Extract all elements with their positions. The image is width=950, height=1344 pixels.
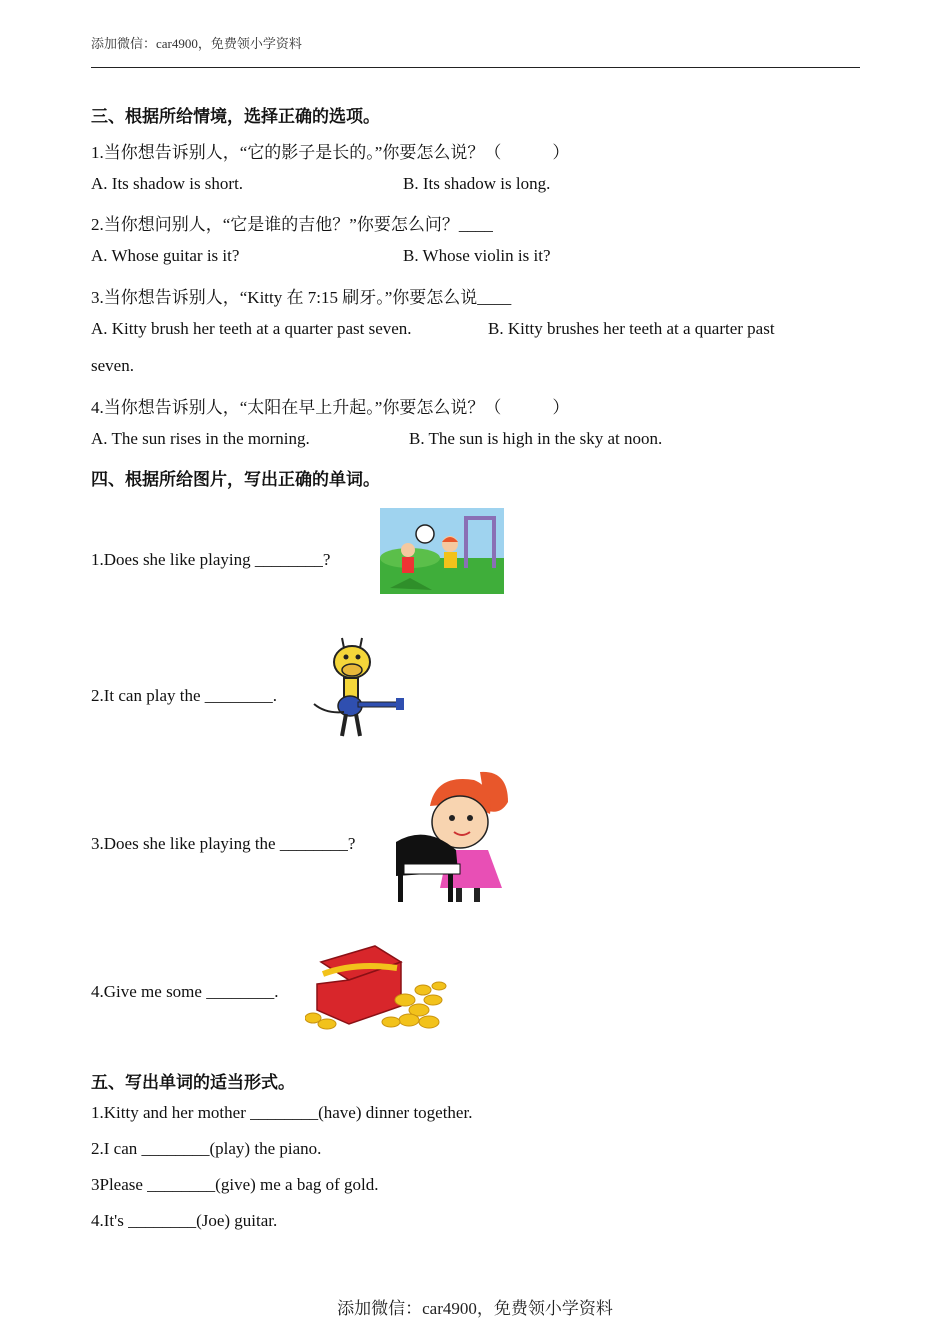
s5-item-1: 1.Kitty and her mother ________(have) dinner together. (91, 1103, 473, 1122)
header-divider (91, 67, 860, 68)
s3-q1-stem: 1.当你想告诉别人，“它的影子是长的。”你要怎么说？（ ） (91, 143, 570, 162)
treasure-chest-picture (305, 940, 447, 1030)
s5-item-4: 4.It's ________(Joe) guitar. (91, 1211, 278, 1230)
s4-item-3-text: 3.Does she like playing the ________? (91, 834, 356, 853)
s3-q4-stem: 4.当你想告诉别人，“太阳在早上升起。”你要怎么说？（ ） (91, 398, 570, 417)
section-4-title: 四、根据所给图片，写出正确的单词。 (91, 470, 380, 489)
s3-q1-option-b: B. Its shadow is long. (403, 174, 551, 193)
s5-item-3: 3Please ________(give) me a bag of gold. (91, 1175, 379, 1194)
section-5-title: 五、写出单词的适当形式。 (91, 1073, 295, 1092)
s4-item-1-text: 1.Does she like playing ________? (91, 550, 331, 569)
girl-piano-picture (396, 766, 514, 902)
s3-q4-option-b: B. The sun is high in the sky at noon. (409, 429, 663, 448)
page-footer: 添加微信：car4900，免费领小学资料 (337, 1299, 613, 1318)
s3-q2-option-a: A. Whose guitar is it? (91, 246, 240, 265)
page-header: 添加微信：car4900，免费领小学资料 (91, 36, 302, 51)
s4-item-2-text: 2.It can play the ________. (91, 686, 278, 705)
s3-q2-option-b: B. Whose violin is it? (403, 246, 551, 265)
s3-q3-option-a: A. Kitty brush her teeth at a quarter past seven. (91, 319, 412, 338)
football-picture (380, 508, 504, 594)
s4-item-4-text: 4.Give me some ________. (91, 982, 279, 1001)
s3-q3-option-b-continued: seven. (91, 356, 134, 375)
giraffe-guitar-picture (306, 632, 406, 740)
s3-q2-stem: 2.当你想问别人，“它是谁的吉他？”你要怎么问？____ (91, 215, 493, 234)
s3-q1-option-a: A. Its shadow is short. (91, 174, 244, 193)
s3-q3-stem: 3.当你想告诉别人，“Kitty 在 7:15 刷牙。”你要怎么说____ (91, 288, 512, 307)
s5-item-2: 2.I can ________(play) the piano. (91, 1139, 322, 1158)
s3-q3-option-b: B. Kitty brushes her teeth at a quarter past (488, 319, 775, 338)
section-3-title: 三、根据所给情境，选择正确的选项。 (91, 107, 380, 126)
s3-q4-option-a: A. The sun rises in the morning. (91, 429, 310, 448)
